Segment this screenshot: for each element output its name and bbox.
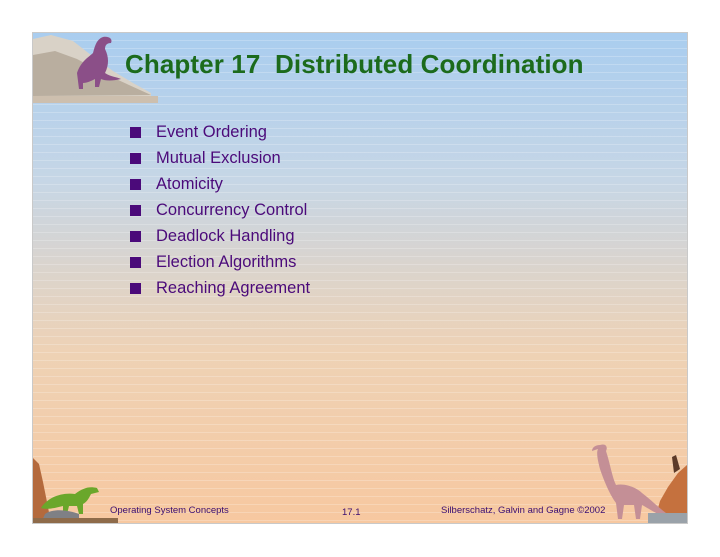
bullet-square-icon xyxy=(130,205,141,216)
bullet-square-icon xyxy=(130,179,141,190)
bullet-square-icon xyxy=(130,127,141,138)
green-dinosaur-bottom-left-illustration xyxy=(33,458,118,523)
bullet-text: Deadlock Handling xyxy=(156,226,295,245)
list-item xyxy=(130,249,310,275)
bullet-text: Atomicity xyxy=(156,174,223,193)
list-item xyxy=(130,275,310,301)
bullet-text: Mutual Exclusion xyxy=(156,148,281,167)
bullet-text: Concurrency Control xyxy=(156,200,308,219)
list-item xyxy=(130,171,310,197)
list-item xyxy=(130,145,310,171)
bullet-list xyxy=(130,119,310,301)
bullet-square-icon xyxy=(130,231,141,242)
slide-title: Chapter 17 Distributed Coordination xyxy=(125,49,584,79)
bullet-square-icon xyxy=(130,153,141,164)
bullet-text: Election Algorithms xyxy=(156,252,297,271)
bullet-square-icon xyxy=(130,257,141,268)
footer-authors-copyright: Silberschatz, Galvin and Gagne ©2002 xyxy=(441,505,606,516)
footer-slide-number: 17.1 xyxy=(342,507,361,518)
list-item xyxy=(130,119,310,145)
list-item xyxy=(130,197,310,223)
footer-book-title: Operating System Concepts xyxy=(110,505,229,516)
bullet-text: Reaching Agreement xyxy=(156,278,311,297)
bullet-text: Event Ordering xyxy=(156,122,267,141)
slide xyxy=(33,33,687,523)
list-item xyxy=(130,223,310,249)
bullet-square-icon xyxy=(130,283,141,294)
